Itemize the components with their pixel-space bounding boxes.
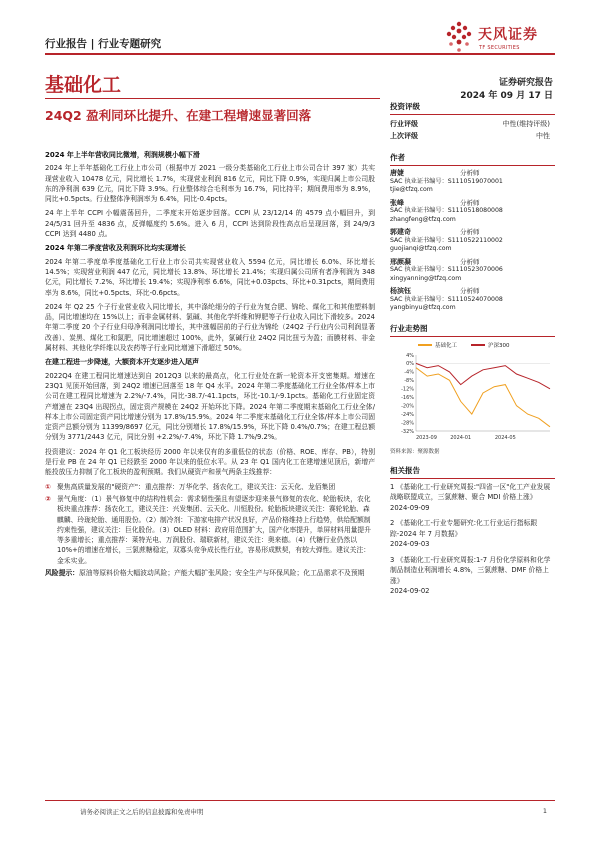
logo-text-en: TF SECURITIES <box>479 45 520 51</box>
author-sac: SAC 执业证书编号：S1110524070008 <box>390 295 503 303</box>
author-card <box>390 199 555 225</box>
industry-title: 基础化工 <box>45 74 122 96</box>
paragraph: 2024 年第二季度单季度基础化工行业上市公司共实现营业收入 5594 亿元，同比增长 6.0%、环比增长 14.5%；实现营业利润 447 亿元，同比增长 13.8%、环比增长 21.4%；实现归属公司所有者净利润为 348 亿元，同比增长 7.2%、环比增长 19.4%；实现净利率 6.6%，同比+0.03pcts、环比+0.31pcts，期间费用率为 8.6%，同比+0.5pcts、环比-0.6pcts。 <box>45 257 375 297</box>
doc-type: 行业报告 | 行业专题研究 <box>45 38 162 50</box>
rating-heading: 投资评级 <box>390 99 555 115</box>
logo-mark-icon <box>444 20 474 54</box>
trend-chart-section <box>390 321 555 455</box>
bullet-text: 景气角度：（1）景气修复中的结构性机会：需求韧性强且有望逐步迎来景气修复的农化、轮胎板块，农化板块重点推荐：扬农化工，建议关注：兴发集团、云天化、川恒股份。轮胎板块建议关注：赛轮轮胎、森麒麟、玲珑轮胎、通用股份。（2）制冷剂：下游家电排产状况良好，产品价格维持上行趋势，供给配额制约束性强，建议关注：巨化股份。（3）OLED 材料：政府用范围扩大，国产化率提升，单屏材料用量提升等多重增长；重点推荐：莱特光电、万润股份、瑞联新材，建议关注：奥来德。（4）代糖行业仍然以 10%+的增速在增长，三氯蔗糖稳定，双寡头竞争成长性行业，容易形成默契，有较大弹性。建议关注：金禾实业。 <box>57 494 372 565</box>
related-report-date: 2024-09-02 <box>390 587 430 595</box>
author-sac: SAC 执业证书编号：S1110519070001 <box>390 177 503 185</box>
y-tick-label: -16% <box>401 394 414 401</box>
legend-swatch <box>471 344 485 346</box>
sidebar <box>390 99 555 602</box>
legend-swatch <box>418 344 432 346</box>
company-logo <box>444 18 554 62</box>
y-tick-label: -24% <box>401 411 414 418</box>
rating-industry-label: 行业评级 <box>390 120 418 128</box>
author-name: 邢颜凝 <box>390 257 411 266</box>
author-role: 分析师 <box>460 169 480 177</box>
risk-label: 风险提示： <box>45 568 79 577</box>
author-name: 唐婕 <box>390 169 404 177</box>
author-role: 分析师 <box>460 228 480 236</box>
y-tick-label: -8% <box>404 377 414 384</box>
author-email[interactable]: guojianqi@tfzq.com <box>390 245 452 252</box>
related-report-item[interactable] <box>390 555 555 597</box>
paragraph: 2024 年 Q2 25 个子行业营业收入同比增长，其中涤纶细分的子行业为复合肥、锦纶、煤化工和其他塑料制品，同比增速均在 15%以上；而非金属材料、氯碱、其他化学纤维和钾肥等子行业收入同比下滑较多。2024 年第二季度 20 个子行业归母净利润同比增长，其中涨幅居前的子行业为锦纶（24Q2 子行业内公司利润显著改善）、炭黑、煤化工和氮肥，同比增速超过 100%，此外，氯碱行业 24Q2 同比扭亏为盈；而膜材料、非金属材料、其他化学纤维以及农药等子行业同比增速下滑超过 50%。 <box>45 302 375 353</box>
y-tick-label: -20% <box>401 402 414 409</box>
legend-label: 沪深300 <box>488 342 510 349</box>
paragraph: 24 年上半年 CCPI 小幅震荡回升，二季度末开始逐步回落。CCPI 从 23/12/14 的 4579 点小幅回升，到 24/5/31 回升至 4836 点，反弹幅度约 5.6%。进入 6 月，CCPI 达到阶段性高点后呈现回落，到 24/9/3 CCPI 达到 4480 点。 <box>45 209 375 239</box>
section-title: 2024 年上半年营收同比微增，利润规模小幅下滑 <box>45 151 200 159</box>
y-tick-label: -4% <box>404 369 414 376</box>
bullet-number: ② <box>45 494 51 503</box>
y-tick-label: 0% <box>406 360 414 367</box>
related-reports <box>390 463 555 597</box>
chart-heading: 行业走势图 <box>390 321 555 337</box>
author-email[interactable]: yangbinyu@tfzq.com <box>390 304 456 311</box>
section-title: 2024 年第二季度营收及利润环比均实现增长 <box>45 244 186 253</box>
section-title: 在建工程进一步降速，大额资本开支逐步进入尾声 <box>45 358 199 367</box>
footer-disclaimer: 请务必阅读正文之后的信息披露和免责申明 <box>80 808 204 816</box>
report-headline: 24Q2 盈利同环比提升、在建工程增速显著回落 <box>45 108 312 123</box>
chart-legend <box>418 341 555 349</box>
author-card <box>390 287 555 313</box>
author-email[interactable]: xingyanning@tfzq.com <box>390 274 462 282</box>
x-tick-label: 2024-05 <box>494 434 516 441</box>
paragraph: 2024 年上半年基础化工行业上市公司（根据申万 2021 一级分类基础化工行业上市公司合计 397 家）共实现营业收入 10478 亿元，同比增长 1.7%，实现营业利润 816 亿元，同比下降 0.9%，实现归属上市公司股东的净利润 639 亿元，同比下降 3.9%。行业整体综合毛利率为 16.7%，同比持平；期间费用率为 8.9%，同比+0.5pcts。行业整体净利润率为 6.4%，同比-0.4pcts。 <box>45 164 375 204</box>
author-sac: SAC 执业证书编号：S1110518080008 <box>390 207 503 214</box>
report-date: 2024 年 09 月 17 日 <box>460 91 553 101</box>
related-report-title[interactable]: 1 《基础化工-行业研究周报:"四省一区"化工产业发展战略联盟成立，三氯蔗糖、聚合 MDI 价格上涨》 <box>390 482 551 501</box>
author-role: 分析师 <box>460 257 480 266</box>
related-report-title[interactable]: 2 《基础化工-行业专题研究:化工行业运行指标跟踪-2024 年 7 月数据》 <box>390 519 538 538</box>
related-report-title[interactable]: 3 《基础化工-行业研究周报:1-7 月份化学原料和化学制品制造业利润增长 4.8%，三氯蔗糖、DMF 价格上涨》 <box>390 555 551 585</box>
authors-heading: 作者 <box>390 150 555 166</box>
author-card <box>390 228 555 254</box>
risk-notice <box>45 568 375 578</box>
author-sac: SAC 执业证书编号：S1110522110002 <box>390 236 503 244</box>
rating-industry-value: 中性(维持评级) <box>502 120 550 128</box>
rating-prev-row <box>390 130 555 142</box>
report-kind: 证券研究报告 <box>498 78 553 88</box>
page-number: 1 <box>542 807 547 815</box>
related-report-date: 2024-09-03 <box>390 540 430 548</box>
author-role: 分析师 <box>460 198 480 207</box>
related-report-date: 2024-09-09 <box>390 503 430 512</box>
author-name: 张峰 <box>390 198 404 207</box>
chart-source: 资料来源：聚源数据 <box>390 448 440 455</box>
related-heading: 相关报告 <box>390 463 555 479</box>
legend-item <box>471 341 510 349</box>
y-tick-label: 4% <box>406 352 414 359</box>
authors-section <box>390 150 555 313</box>
list-item <box>45 494 375 566</box>
author-name: 杨滨钰 <box>390 287 411 295</box>
legend-item <box>418 341 457 349</box>
author-email[interactable]: zhangfeng@tfzq.com <box>390 215 456 223</box>
y-tick-label: -12% <box>401 386 414 393</box>
logo-text-cn: 天风证券 <box>478 27 538 43</box>
series-line-csi300 <box>416 363 550 388</box>
related-report-item[interactable] <box>390 518 555 550</box>
author-role: 分析师 <box>460 287 480 295</box>
list-item <box>45 482 375 492</box>
author-card <box>390 258 555 284</box>
footer-rule <box>45 800 555 801</box>
trend-chart <box>390 351 555 443</box>
y-tick-label: -32% <box>401 428 414 435</box>
y-tick-label: -28% <box>401 419 414 426</box>
x-tick-label: 2023-09 <box>416 434 437 441</box>
author-card <box>390 169 555 195</box>
author-name: 郭建奇 <box>390 228 411 236</box>
rating-prev-label: 上次评级 <box>390 132 418 140</box>
bullet-text: 聚焦高质量发展的"硬资产"：重点推荐：万华化学、扬农化工，建议关注：云天化、龙佰集团 <box>57 482 336 491</box>
rating-prev-value: 中性 <box>536 132 550 140</box>
author-email[interactable]: tjie@tfzq.com <box>390 186 433 193</box>
x-tick-label: 2024-01 <box>450 434 472 441</box>
legend-label: 基础化工 <box>435 342 458 349</box>
paragraph: 投资建议：2024 年 Q1 化工板块经历 2000 年以来仅有的多重低位的状态（价格、ROE、库存、PB），特别是行业 PB 在 24 年 Q1 已经跌至 2000 年以来的低位水平。从 23 年 Q1 国内化工在建增速见顶后，新增产能投放压力抑制了化工板块的盈利预期。我们从硬资产和景气两条主线推荐： <box>45 447 375 477</box>
main-column <box>45 146 375 582</box>
title-rule <box>45 98 380 99</box>
bullet-number: ① <box>45 482 51 491</box>
series-line-industry <box>416 367 550 426</box>
header-rule <box>45 53 555 55</box>
author-sac: SAC 执业证书编号：S1110523070006 <box>390 266 503 273</box>
risk-text: 原油等原料价格大幅波动风险；产能大幅扩张风险；安全生产与环保风险；化工品需求不及预期 <box>78 568 365 577</box>
related-report-item[interactable] <box>390 482 555 514</box>
paragraph: 2022Q4 在建工程同比增速达到自 2012Q3 以来的最高点，化工行业处在新一轮资本开支密集期。增速在 23Q1 见顶开始回落，到 24Q2 增速已回落至 18 年 Q4 水平。2024 年第二季度基础化工行业全体/样本上市公司在建工程同比增速为 2.2%/-7.4%，同比-38.7/-41.1pcts，环比-10.1/-9.1pcts。基础化工行业固定资产增速在 23Q4 出现拐点，固定资产规模在 24Q2 开始环比下降。2024 年第二季度期末基础化工行业全体/样本上市公司固定资产同比增速分别为 17.8%/15.9%。2024 年二季度末基础化工行业全体/样本上市公司固定资产总额分别为 11399/8697 亿元，同比分别增长 17.8%/15.9%，环比下降 0.4%/0.7%；在建工程总额分别为 3771/2443 亿元，同比分别 +2.2%/-7.4%，环比下降 1.7%/9.2%。 <box>45 371 375 442</box>
rating-industry-row <box>390 118 555 130</box>
